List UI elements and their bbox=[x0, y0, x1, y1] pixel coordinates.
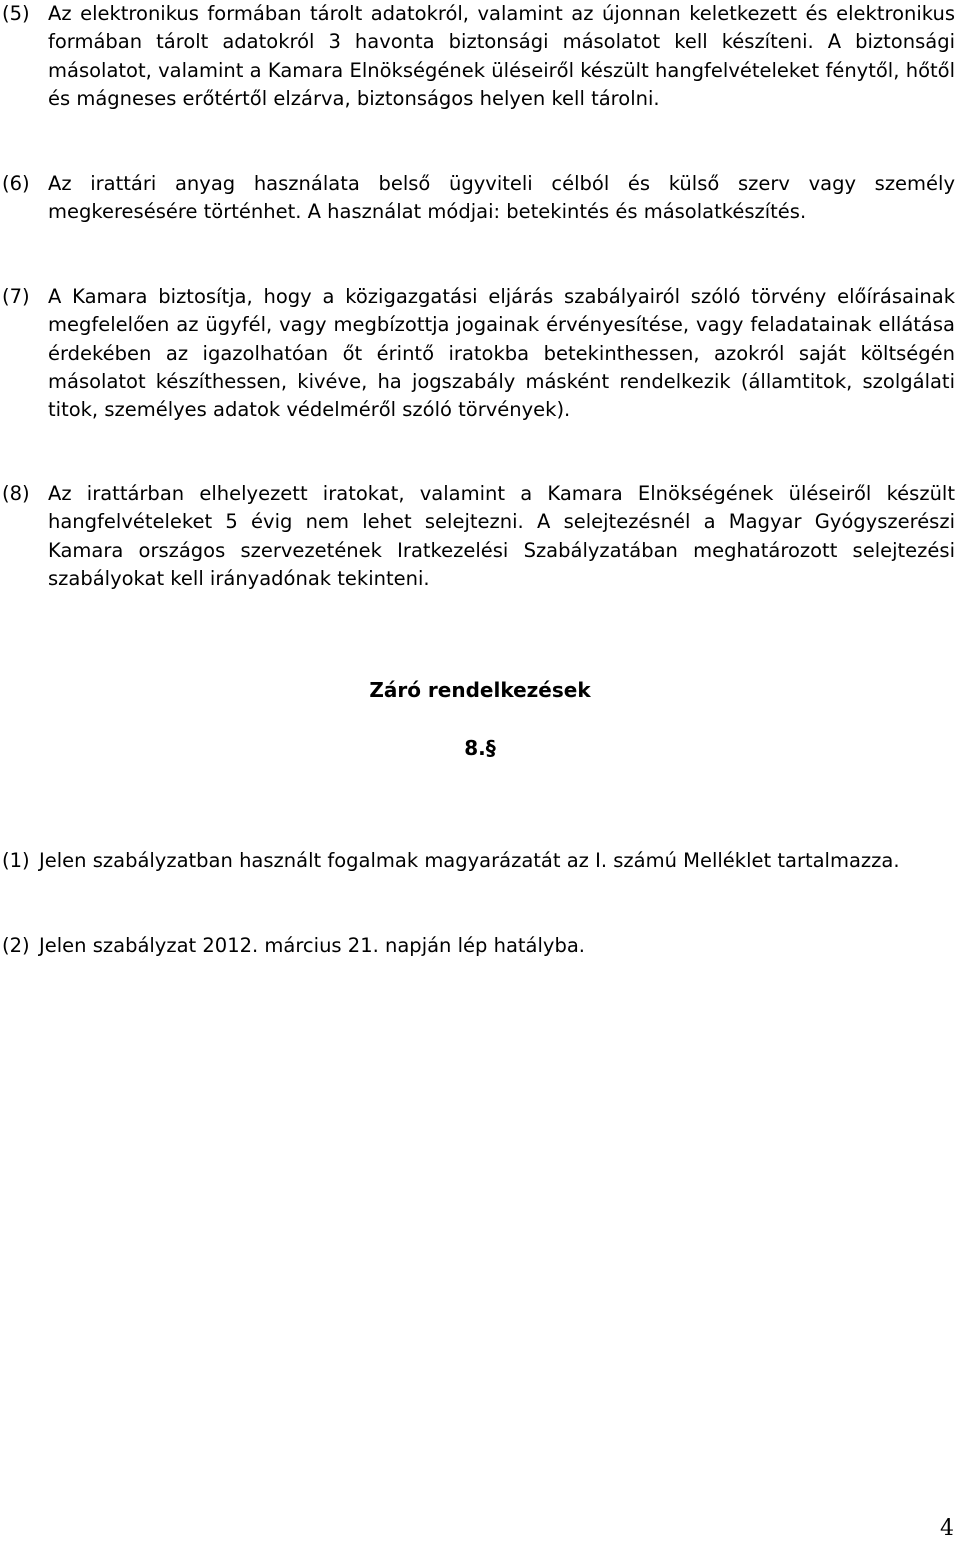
closing-item-2 bbox=[2, 932, 955, 960]
item-text: Jelen szabályzatban használt fogalmak magyarázatát az I. számú Melléklet tartalmazza. bbox=[39, 849, 900, 872]
closing-item-1 bbox=[2, 847, 955, 875]
paragraph-text: Az irattárban elhelyezett iratokat, valamint a Kamara Elnökségének üléseiről készült hangfelvételeket 5 évig nem lehet selejtezni. A selejtezésnél a Magyar Gyógyszerészi Kamara országos szervezetének Iratkezelési Szabályzatában meghatározott selejtezési szabályokat kell irányadónak tekinteni. bbox=[48, 482, 955, 590]
paragraph-number: (8) bbox=[2, 482, 30, 505]
paragraph-number: (5) bbox=[2, 2, 30, 25]
paragraph-number: (7) bbox=[2, 285, 30, 308]
paragraph-text: A Kamara biztosítja, hogy a közigazgatási eljárás szabályairól szóló törvény előírásainak megfelelően az ügyfél, vagy megbízottja jogainak érvényesítése, vagy feladatainak ellátása érdekében az igazolhatóan őt érintő iratokba betekinthessen, azokról saját költségén másolatot készíthessen, kivéve, ha jogszabály másként rendelkezik (államtitok, szolgálati titok, személyes adatok védelméről szóló törvények). bbox=[48, 285, 955, 422]
paragraph-5 bbox=[2, 0, 955, 113]
item-number: (2) bbox=[2, 934, 30, 957]
paragraph-number: (6) bbox=[2, 172, 30, 195]
paragraph-7 bbox=[2, 283, 955, 424]
paragraph-text: Az irattári anyag használata belső ügyviteli célból és külső szerv vagy személy megkeresésére történhet. A használat módjai: betekintés és másolatkészítés. bbox=[48, 172, 955, 224]
item-text: Jelen szabályzat 2012. március 21. napján lép hatályba. bbox=[39, 934, 585, 957]
paragraph-6 bbox=[2, 170, 955, 227]
section-title: Záró rendelkezések bbox=[369, 678, 591, 702]
paragraph-8 bbox=[2, 480, 955, 593]
paragraph-text: Az elektronikus formában tárolt adatokról, valamint az újonnan keletkezett és elektronikus formában tárolt adatokról 3 havonta biztonsági másolatot kell készíteni. A biztonsági másolatot, valamint a Kamara Elnökségének üléseiről készült hangfelvételeket fénytől, hőtől és mágneses erőtértől elzárva, biztonságos helyen kell tárolni. bbox=[48, 2, 955, 110]
section-number: 8.§ bbox=[464, 736, 496, 760]
item-number: (1) bbox=[2, 849, 30, 872]
page-number: 4 bbox=[940, 1516, 954, 1541]
